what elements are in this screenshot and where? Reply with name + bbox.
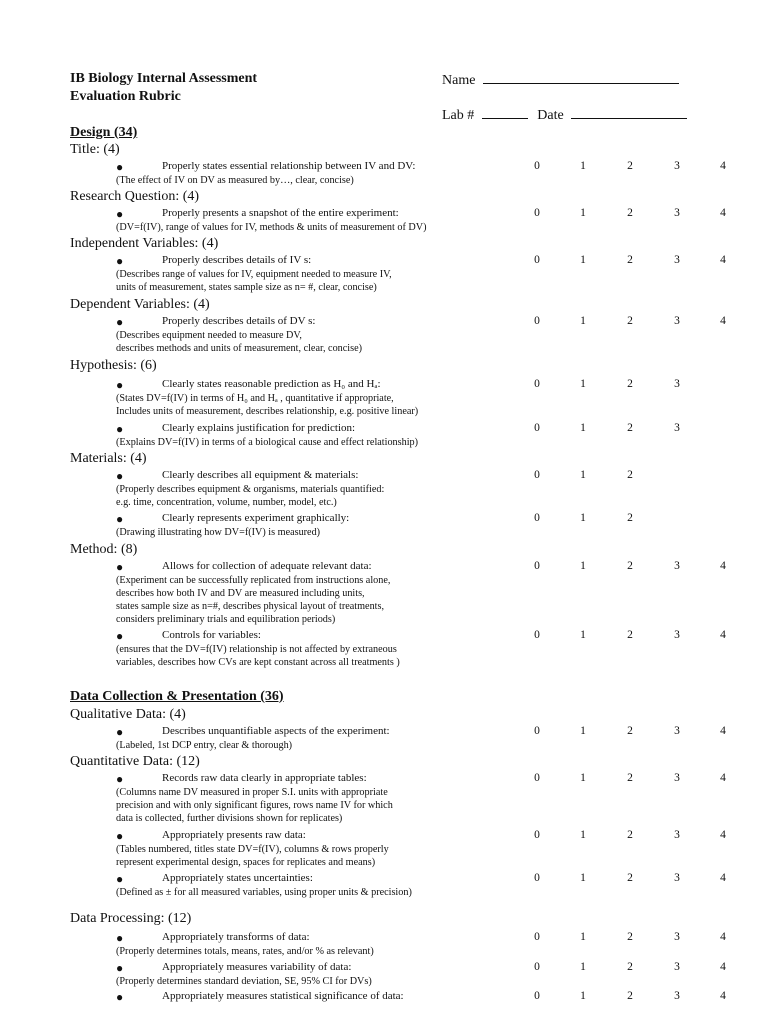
category-title: Title: (4): [70, 142, 120, 157]
criterion-row: [116, 872, 516, 886]
score-option[interactable]: 2: [627, 629, 633, 641]
bullet-icon: ●: [116, 469, 124, 483]
page-title: IB Biology Internal Assessment: [70, 71, 258, 86]
score-option[interactable]: 4: [720, 160, 726, 172]
criterion-row: [116, 469, 516, 483]
category-research-question: Research Question: (4): [70, 189, 200, 204]
score-option[interactable]: 3: [674, 872, 680, 884]
score-option[interactable]: 2: [627, 512, 633, 524]
score-option[interactable]: 0: [534, 961, 540, 973]
score-option[interactable]: 0: [534, 469, 540, 481]
criterion-description: considers preliminary trials and equilibration periods): [116, 614, 336, 625]
criterion-description: (Labeled, 1st DCP entry, clear & thorough): [116, 740, 293, 751]
score-option[interactable]: 2: [627, 931, 633, 943]
bullet-icon: ●: [116, 872, 124, 886]
lab-label: Lab #: [442, 108, 475, 123]
score-option[interactable]: 4: [720, 725, 726, 737]
criterion-description: units of measurement, states sample size as n= #, clear, concise): [116, 282, 377, 293]
criterion-description: (DV=f(IV), range of values for IV, methods & units of measurement of DV): [116, 222, 427, 233]
criterion-text: Appropriately transforms of data:: [162, 931, 310, 943]
criterion-row: [116, 961, 516, 975]
criterion-description: (Columns name DV measured in proper S.I. units with appropriate: [116, 787, 388, 798]
criterion-description: (Properly determines totals, means, rates, and/or % as relevant): [116, 946, 374, 957]
criterion-row: [116, 772, 516, 786]
bullet-icon: ●: [116, 629, 124, 643]
criterion-row: [116, 512, 516, 526]
criterion-row: [116, 378, 516, 392]
score-option[interactable]: 1: [580, 254, 586, 266]
score-option[interactable]: 3: [674, 560, 680, 572]
score-option[interactable]: 4: [720, 872, 726, 884]
score-option[interactable]: 2: [627, 829, 633, 841]
score-option[interactable]: 1: [580, 931, 586, 943]
score-option[interactable]: 2: [627, 254, 633, 266]
score-option[interactable]: 0: [534, 560, 540, 572]
category-method: Method: (8): [70, 542, 138, 557]
section-title: Design (34): [70, 125, 138, 140]
bullet-icon: ●: [116, 772, 124, 786]
score-option[interactable]: 2: [627, 207, 633, 219]
criterion-text: Appropriately measures variability of data:: [162, 961, 352, 973]
criterion-text: Properly presents a snapshot of the entire experiment:: [162, 207, 399, 219]
criterion-text: Allows for collection of adequate relevant data:: [162, 560, 372, 572]
score-option[interactable]: 3: [674, 315, 680, 327]
score-option[interactable]: 0: [534, 931, 540, 943]
score-option[interactable]: 3: [674, 207, 680, 219]
score-option[interactable]: 0: [534, 207, 540, 219]
score-option[interactable]: 1: [580, 315, 586, 327]
score-option[interactable]: 4: [720, 207, 726, 219]
criterion-text: Describes unquantifiable aspects of the experiment:: [162, 725, 390, 737]
score-option[interactable]: 0: [534, 422, 540, 434]
criterion-description: states sample size as n=#, describes physical layout of treatments,: [116, 601, 384, 612]
criterion-description: (Describes equipment needed to measure DV,: [116, 330, 302, 341]
category-quantitative-data: Quantitative Data: (12): [70, 754, 200, 769]
category-dependent-variables: Dependent Variables: (4): [70, 297, 210, 312]
name-label: Name: [442, 73, 476, 88]
criterion-description: (Drawing illustrating how DV=f(IV) is measured): [116, 527, 321, 538]
bullet-icon: ●: [116, 315, 124, 329]
criterion-text: Clearly explains justification for prediction:: [162, 422, 356, 434]
score-option[interactable]: 1: [580, 872, 586, 884]
criterion-row: [116, 207, 516, 221]
score-option[interactable]: 1: [580, 560, 586, 572]
category-hypothesis: Hypothesis: (6): [70, 358, 157, 373]
bullet-icon: ●: [116, 990, 124, 1004]
lab-blank[interactable]: [482, 106, 528, 119]
score-option[interactable]: 4: [720, 961, 726, 973]
score-option[interactable]: 1: [580, 512, 586, 524]
score-option[interactable]: 2: [627, 725, 633, 737]
score-option[interactable]: 2: [627, 772, 633, 784]
criterion-description: (Defined as ± for all measured variables, using proper units & precision): [116, 887, 412, 898]
score-option[interactable]: 2: [627, 990, 633, 1002]
criterion-row: [116, 931, 516, 945]
score-option[interactable]: 1: [580, 961, 586, 973]
score-option[interactable]: 3: [674, 961, 680, 973]
score-option[interactable]: 3: [674, 725, 680, 737]
date-blank[interactable]: [571, 106, 687, 119]
criterion-row: [116, 725, 516, 739]
score-option[interactable]: 3: [674, 990, 680, 1002]
criterion-text: Properly states essential relationship between IV and DV:: [162, 160, 416, 172]
score-option[interactable]: 3: [674, 931, 680, 943]
criterion-description: (Properly determines standard deviation, SE, 95% CI for DVs): [116, 976, 372, 987]
criterion-description: (Experiment can be successfully replicated from instructions alone,: [116, 575, 391, 586]
bullet-icon: ●: [116, 512, 124, 526]
score-option[interactable]: 1: [580, 160, 586, 172]
category-materials: Materials: (4): [70, 451, 147, 466]
bullet-icon: ●: [116, 931, 124, 945]
category-qualitative-data: Qualitative Data: (4): [70, 707, 186, 722]
bullet-icon: ●: [116, 560, 124, 574]
name-blank[interactable]: [483, 71, 679, 84]
bullet-icon: ●: [116, 961, 124, 975]
criterion-row: [116, 560, 516, 574]
score-option[interactable]: 0: [534, 254, 540, 266]
score-option[interactable]: 2: [627, 160, 633, 172]
criterion-description: (Properly describes equipment & organisms, materials quantified:: [116, 484, 385, 495]
criterion-text: Properly describes details of DV s:: [162, 315, 316, 327]
score-option[interactable]: 1: [580, 772, 586, 784]
score-option[interactable]: 1: [580, 422, 586, 434]
criterion-text: Clearly represents experiment graphically:: [162, 512, 350, 524]
criterion-description: (Explains DV=f(IV) in terms of a biological cause and effect relationship): [116, 437, 419, 448]
score-option[interactable]: 0: [534, 990, 540, 1002]
score-option[interactable]: 2: [627, 961, 633, 973]
score-option[interactable]: 1: [580, 990, 586, 1002]
criterion-text: Records raw data clearly in appropriate tables:: [162, 772, 367, 784]
score-option[interactable]: 2: [627, 315, 633, 327]
criterion-text: Properly describes details of IV s:: [162, 254, 312, 266]
bullet-icon: ●: [116, 378, 124, 392]
score-option[interactable]: 2: [627, 422, 633, 434]
score-option[interactable]: 1: [580, 207, 586, 219]
criterion-description: describes methods and units of measurement, clear, concise): [116, 343, 362, 354]
bullet-icon: ●: [116, 207, 124, 221]
score-option[interactable]: 4: [720, 931, 726, 943]
criterion-description: e.g. time, concentration, volume, number, model, etc.): [116, 497, 337, 508]
score-option[interactable]: 0: [534, 725, 540, 737]
criterion-description: data is collected, further divisions shown for replicates): [116, 813, 343, 824]
criterion-row: [116, 990, 516, 1004]
score-option[interactable]: 0: [534, 315, 540, 327]
criterion-description: (Describes range of values for IV, equipment needed to measure IV,: [116, 269, 392, 280]
criterion-text: Appropriately measures statistical significance of data:: [162, 990, 404, 1002]
bullet-icon: ●: [116, 160, 124, 174]
criterion-row: [116, 829, 516, 843]
criterion-row: [116, 254, 516, 268]
criterion-text: Clearly describes all equipment & materials:: [162, 469, 359, 481]
score-option[interactable]: 4: [720, 829, 726, 841]
score-option[interactable]: 2: [627, 560, 633, 572]
bullet-icon: ●: [116, 422, 124, 436]
score-option[interactable]: 0: [534, 629, 540, 641]
score-option[interactable]: 0: [534, 160, 540, 172]
criterion-description: (ensures that the DV=f(IV) relationship is not affected by extraneous: [116, 644, 397, 655]
category-data-processing: Data Processing: (12): [70, 911, 192, 926]
criterion-row: [116, 160, 516, 174]
page-subtitle: Evaluation Rubric: [70, 89, 181, 104]
criterion-description: Includes units of measurement, describes relationship, e.g. positive linear): [116, 406, 419, 417]
criterion-description: represent experimental design, spaces for replicates and means): [116, 857, 376, 868]
bullet-icon: ●: [116, 254, 124, 268]
score-option[interactable]: 0: [534, 378, 540, 390]
score-option[interactable]: 1: [580, 469, 586, 481]
criterion-description: (Tables numbered, titles state DV=f(IV), columns & rows properly: [116, 844, 389, 855]
date-label: Date: [537, 108, 564, 123]
section-title: Data Collection & Presentation (36): [70, 689, 284, 704]
score-option[interactable]: 4: [720, 315, 726, 327]
score-option[interactable]: 3: [674, 254, 680, 266]
bullet-icon: ●: [116, 725, 124, 739]
criterion-row: [116, 422, 516, 436]
score-option[interactable]: 3: [674, 422, 680, 434]
score-option[interactable]: 0: [534, 772, 540, 784]
score-option[interactable]: 3: [674, 829, 680, 841]
score-option[interactable]: 2: [627, 872, 633, 884]
criterion-description: precision and with only significant figures, rows name IV for which: [116, 800, 393, 811]
criterion-text: Appropriately presents raw data:: [162, 829, 306, 841]
criterion-text: Controls for variables:: [162, 629, 261, 641]
lab-number-field[interactable]: [442, 106, 687, 124]
score-option[interactable]: 0: [534, 829, 540, 841]
category-independent-variables: Independent Variables: (4): [70, 236, 219, 251]
score-option[interactable]: 2: [627, 378, 633, 390]
score-option[interactable]: 1: [580, 725, 586, 737]
bullet-icon: ●: [116, 829, 124, 843]
score-option[interactable]: 1: [580, 829, 586, 841]
score-option[interactable]: 4: [720, 772, 726, 784]
criterion-description: (States DV=f(IV) in terms of H₀ and Hₐ , quantitative if appropriate,: [116, 393, 394, 404]
criterion-text: Appropriately states uncertainties:: [162, 872, 313, 884]
score-option[interactable]: 0: [534, 872, 540, 884]
score-option[interactable]: 3: [674, 378, 680, 390]
name-field[interactable]: [442, 71, 679, 89]
score-option[interactable]: 4: [720, 560, 726, 572]
score-option[interactable]: 4: [720, 629, 726, 641]
criterion-row: [116, 629, 516, 643]
score-option[interactable]: 1: [580, 378, 586, 390]
criterion-description: (The effect of IV on DV as measured by…, clear, concise): [116, 175, 354, 186]
score-option[interactable]: 2: [627, 469, 633, 481]
score-option[interactable]: 4: [720, 254, 726, 266]
score-option[interactable]: 1: [580, 629, 586, 641]
criterion-text: Clearly states reasonable prediction as H₀ and Hₐ:: [162, 378, 381, 390]
score-option[interactable]: 0: [534, 512, 540, 524]
criterion-row: [116, 315, 516, 329]
criterion-description: describes how both IV and DV are measured including units,: [116, 588, 365, 599]
score-option[interactable]: 3: [674, 772, 680, 784]
score-option[interactable]: 3: [674, 629, 680, 641]
score-option[interactable]: 4: [720, 990, 726, 1002]
score-option[interactable]: 3: [674, 160, 680, 172]
criterion-description: variables, describes how CVs are kept constant across all treatments ): [116, 657, 400, 668]
